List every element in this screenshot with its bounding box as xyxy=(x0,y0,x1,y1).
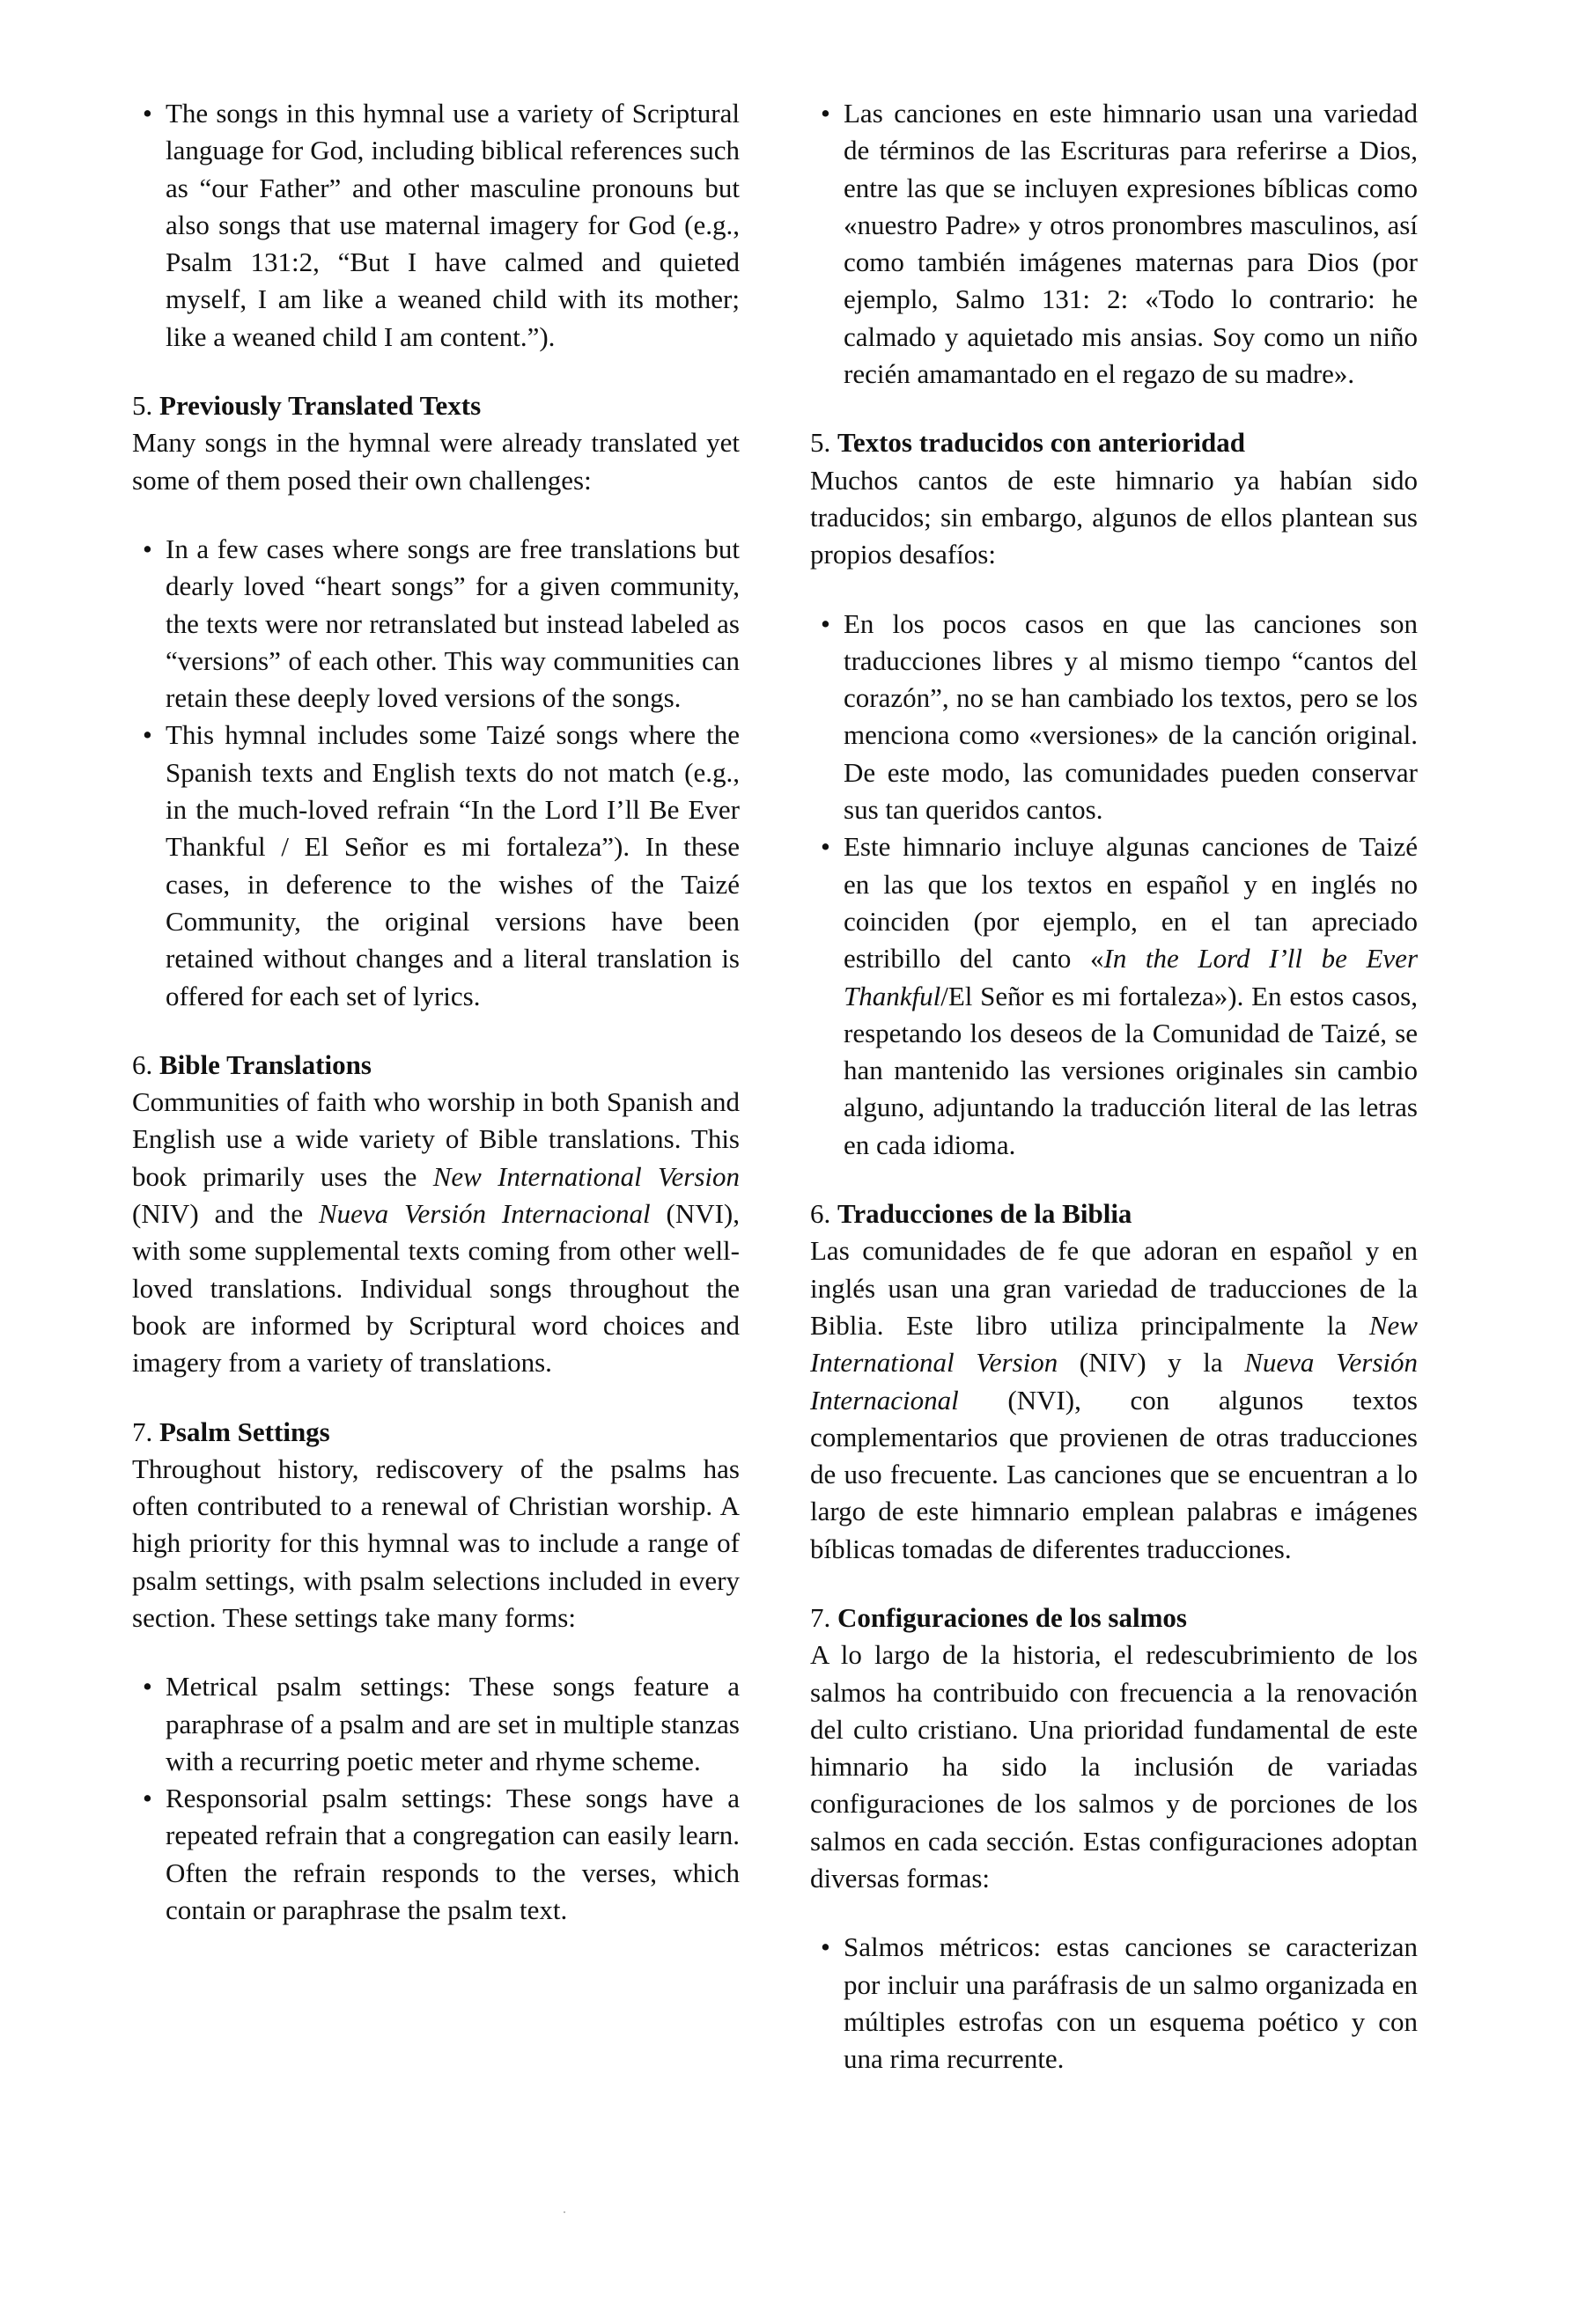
section-title: Bible Translations xyxy=(159,1048,372,1080)
es-section5-bullet-2 xyxy=(810,828,1418,1164)
en-section7-heading xyxy=(132,1414,740,1451)
es-section5-intro: Muchos cantos de este himnario ya habían sido traducidos; sin embargo, algunos de ellos plantean sus propios desafíos: xyxy=(810,464,1418,570)
section-title: Configuraciones de los salmos xyxy=(837,1601,1187,1633)
en-section5-bullet-2: • This hymnal includes some Taizé songs where the Spanish texts and English texts do not match (e.g., in the much-loved refrain “In the Lord I’ll Be Ever Thankful / El Señor es mi fortaleza”). In these cases, in deference to the wishes of the Taizé Community, the original versions have been retained without changes and a literal translation is offered for each set of lyrics. xyxy=(132,717,740,1014)
nvi-title: Nueva Versión Internacional xyxy=(810,1347,1418,1416)
niv-title: New International Version xyxy=(810,1309,1418,1379)
text-span: Este himnario incluye algunas canciones de Taizé en las que los textos en español y en inglés no coinciden (por ejemplo, en el tan apreciado estribillo del canto « xyxy=(844,831,1418,974)
en-section6-text xyxy=(132,1084,740,1381)
text-span: Las comunidades de fe que adoran en español y en inglés usan una gran variedad de traducciones de la Biblia. Este libro utiliza principalmente la xyxy=(810,1235,1418,1341)
section-number: 7. xyxy=(810,1601,831,1633)
es-section7-intro: A lo largo de la historia, el redescubrimiento de los salmos ha contribuido con frecuencia a la renovación del culto cristiano. Una prioridad fundamental de este himnario ha sido la inclusión de variadas configuraciones de los salmos y de porciones de los salmos en cada sección. Estas configuraciones adoptan diversas formas: xyxy=(810,1639,1418,1894)
text-span: (NIV) y la xyxy=(1058,1347,1245,1379)
section-title: Traducciones de la Biblia xyxy=(837,1198,1132,1230)
text-span: (NIV) and the xyxy=(132,1198,319,1230)
spanish-column xyxy=(810,95,1418,2078)
english-column xyxy=(132,95,740,1929)
section-number: 5. xyxy=(132,390,153,422)
en-section7-intro: Throughout history, rediscovery of the psalms has often contributed to a renewal of Christian worship. A high priority for this hymnal was to include a range of psalm settings, with psalm selections included in every section. These settings take many forms: xyxy=(132,1452,740,1633)
en-section5-intro: Many songs in the hymnal were already translated yet some of them posed their own challenges: xyxy=(132,427,740,496)
es-bullet-god-language: • Las canciones en este himnario usan una variedad de términos de las Escrituras para referirse a Dios, entre las que se incluyen expresiones bíblicas como «nuestro Padre» y otros pronombres masculinos, así como también imágenes maternas para Dios (por ejemplo, Salmo 131: 2: «Todo lo contrario: he calmado y aquietado mis ansias. Soy como un niño recién amamantado en el regazo de su madre». xyxy=(810,95,1418,393)
section-title: Psalm Settings xyxy=(159,1416,330,1447)
section-number: 7. xyxy=(132,1416,153,1447)
section-number: 6. xyxy=(132,1048,153,1080)
scan-speck xyxy=(564,2211,565,2213)
nvi-title: Nueva Versión Internacional xyxy=(318,1198,651,1230)
es-section6-heading xyxy=(810,1195,1418,1232)
en-bullet-god-language: • The songs in this hymnal use a variety of Scriptural language for God, including biblical references such as “our Father” and other masculine pronouns but also songs that use maternal imagery for God (e.g., Psalm 131:2, “But I have calmed and quieted myself, I am like a weaned child with its mother; like a weaned child I am content.”). xyxy=(132,95,740,356)
en-section6-heading xyxy=(132,1047,740,1084)
text-span: /El Señor es mi fortaleza»). En estos casos, respetando los deseos de la Comunidad de Taizé, se han mantenido las versiones originales sin cambio alguno, adjuntando la traducción literal de las letras en cada idioma. xyxy=(844,980,1418,1160)
es-section7-bullet-1: • Salmos métricos: estas canciones se caracterizan por incluir una paráfrasis de un salmo organizada en múltiples estrofas con un esquema poético y con una rima recurrente. xyxy=(810,1929,1418,2078)
song-title: In the Lord I’ll be Ever Thankful xyxy=(844,943,1419,1011)
text-span: Communities of faith who worship in both Spanish and English use a wide variety of Bible translations. This book primarily uses the xyxy=(132,1086,740,1192)
en-section5-heading xyxy=(132,387,740,424)
en-section7-bullet-1: • Metrical psalm settings: These songs feature a paraphrase of a psalm and are set in multiple stanzas with a recurring poetic meter and rhyme scheme. xyxy=(132,1668,740,1780)
section-number: 5. xyxy=(810,427,831,459)
en-section7-bullet-2: • Responsorial psalm settings: These songs have a repeated refrain that a congregation can easily learn. Often the refrain responds to the verses, which contain or paraphrase the psalm text. xyxy=(132,1780,740,1929)
section-title: Textos traducidos con anterioridad xyxy=(837,427,1246,459)
es-section5-heading xyxy=(810,424,1418,461)
text-span: (NVI), con algunos textos complementarios que provienen de otras traducciones de uso frecuente. Las canciones que se encuentran a lo largo de este himnario emplean palabras e imágenes bíblicas tomadas de diferentes traducciones. xyxy=(810,1384,1418,1564)
es-section7-heading xyxy=(810,1600,1418,1636)
text-span: (NVI), with some supplemental texts coming from other well-loved translations. Individual songs throughout the book are informed by Scriptural word choices and imagery from a variety of translations. xyxy=(132,1198,740,1379)
en-section5-bullet-1: • In a few cases where songs are free translations but dearly loved “heart songs” for a given community, the texts were nor retranslated but instead labeled as “versions” of each other. This way communities can retain these deeply loved versions of the songs. xyxy=(132,531,740,717)
es-section5-bullet-1: • En los pocos casos en que las canciones son traducciones libres y al mismo tiempo “cantos del corazón”, no se han cambiado los textos, pero se los menciona como «versiones» de la canción original. De este modo, las comunidades pueden conservar sus tan queridos cantos. xyxy=(810,606,1418,829)
es-section6-text xyxy=(810,1232,1418,1568)
section-title: Previously Translated Texts xyxy=(159,390,482,422)
niv-title: New International Version xyxy=(432,1160,740,1192)
section-number: 6. xyxy=(810,1198,831,1230)
